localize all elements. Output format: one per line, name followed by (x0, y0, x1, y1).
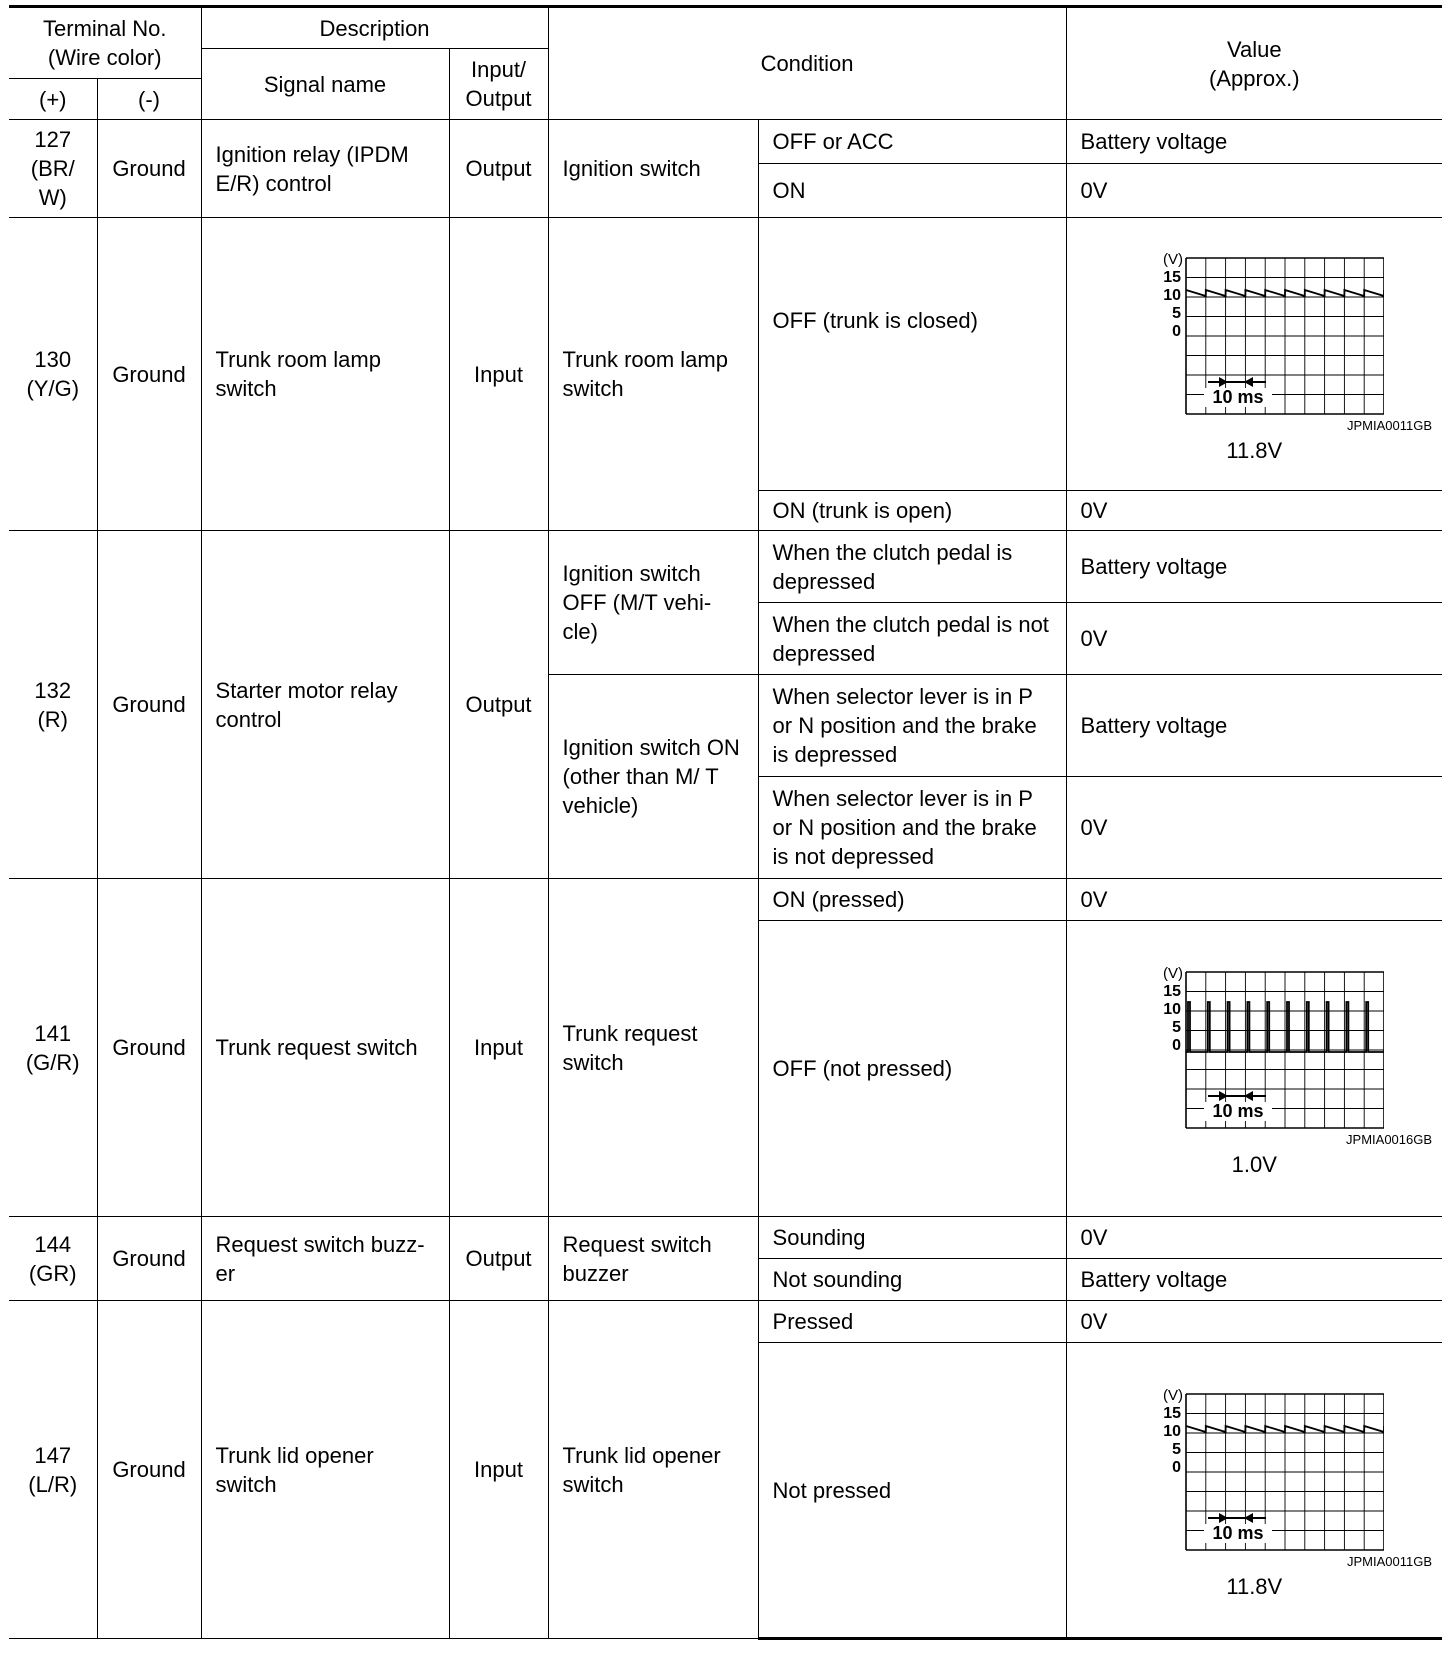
sub-condition-cell: ON (758, 164, 1066, 218)
sub-condition-cell: When the clutch pedal is not depressed (758, 603, 1066, 675)
io-cell: Output (449, 1217, 548, 1301)
signal-name-cell: Trunk request switch (201, 879, 449, 1217)
condition-cell: Trunk request switch (548, 879, 758, 1217)
description-header: Description (201, 7, 548, 49)
y-tick-label: 15 (1163, 1404, 1182, 1422)
wire-color: (BR/ (30, 156, 75, 181)
sub-condition-cell: Pressed (758, 1301, 1066, 1343)
timebase-label: 10 ms (1212, 1101, 1264, 1121)
y-tick-label: 5 (1172, 304, 1182, 322)
terminal-no-label: Terminal No. (43, 16, 167, 41)
value-cell: 0V (1066, 777, 1442, 879)
io-cell: Input (449, 218, 548, 531)
sub-condition-cell: Not pressed (758, 1343, 1066, 1639)
timebase-label: 10 ms (1212, 386, 1264, 407)
timebase-indicator (1204, 377, 1272, 407)
condition-cell: Ignition switch ON (other than M/ T vehicle) (548, 675, 758, 879)
value-cell: Battery voltage (1066, 531, 1442, 603)
terminal-cell (9, 1217, 97, 1301)
figure-code: JPMIA0016GB (1346, 1132, 1433, 1147)
waveform-trace (1186, 1426, 1384, 1432)
terminal-number: 130 (34, 347, 72, 372)
y-tick-label: 15 (1163, 268, 1182, 286)
timebase-label: 10 ms (1212, 1522, 1264, 1543)
terminal-number: 144 (34, 1231, 72, 1257)
sub-condition-cell: When selector lever is in P or N position and the brake is not depressed (758, 777, 1066, 879)
value-cell: 0V (1066, 1217, 1442, 1259)
wire-color: (Y/G) (26, 376, 80, 401)
waveform-value: 1.0V (1231, 1152, 1277, 1177)
terminal-number: 141 (34, 1020, 72, 1046)
sub-condition-cell: OFF (not pressed) (758, 921, 1066, 1217)
wire-color-cont: W) (38, 185, 67, 210)
value-cell-waveform (1066, 218, 1442, 491)
table-row (9, 1301, 1442, 1343)
sub-condition-cell: Sounding (758, 1217, 1066, 1259)
terminal-number: 147 (34, 1442, 72, 1468)
ground-cell: Ground (97, 879, 201, 1217)
sub-condition-cell: Not sounding (758, 1259, 1066, 1301)
unit-label: (V) (1163, 965, 1184, 982)
y-tick-label: 0 (1172, 1037, 1182, 1054)
table-row (9, 218, 1442, 491)
ground-cell: Ground (97, 531, 201, 879)
table-row (9, 120, 1442, 164)
timebase-indicator (1204, 1091, 1272, 1121)
value-cell-waveform (1066, 1343, 1442, 1639)
io-cell: Input (449, 1301, 548, 1639)
waveform-value: 11.8V (1226, 1573, 1283, 1599)
waveform-trace (1186, 290, 1384, 296)
waveform-chart (1124, 246, 1384, 416)
arrow-right-icon (1219, 377, 1228, 387)
value-cell-waveform (1066, 921, 1442, 1217)
input-output-header (449, 49, 548, 120)
condition-cell: Ignition switch (548, 120, 758, 218)
wire-color: (L/R) (28, 1471, 78, 1497)
y-tick-label: 5 (1172, 1440, 1182, 1458)
y-tick-label: 5 (1172, 1019, 1182, 1036)
signal-name-cell: Trunk lid opener switch (201, 1301, 449, 1639)
signal-name-cell: Request switch buzz- er (201, 1217, 449, 1301)
ground-cell: Ground (97, 1301, 201, 1639)
terminal-no-header (9, 7, 201, 79)
value-cell: 0V (1066, 491, 1442, 531)
value-cell: Battery voltage (1066, 120, 1442, 164)
terminal-number: 132 (34, 677, 72, 703)
signal-name-cell: Starter motor relay control (201, 531, 449, 879)
approx-label: (Approx.) (1209, 65, 1300, 91)
value-cell: 0V (1066, 1301, 1442, 1343)
y-tick-label: 0 (1172, 1458, 1182, 1476)
table-row (9, 1217, 1442, 1259)
wire-color: (R) (37, 706, 69, 732)
figure-code: JPMIA0011GB (1347, 1553, 1433, 1569)
condition-header: Condition (548, 7, 1066, 120)
plus-header: (+) (9, 79, 97, 120)
sub-condition-cell: ON (trunk is open) (758, 491, 1066, 531)
arrow-right-icon (1219, 1091, 1228, 1101)
wire-color-label: (Wire color) (47, 45, 162, 70)
value-label: Value (1226, 36, 1282, 62)
value-cell: 0V (1066, 879, 1442, 921)
io-cell: Output (449, 531, 548, 879)
unit-label: (V) (1163, 1386, 1184, 1404)
input-label: Input/ (471, 57, 527, 82)
wire-color: (G/R) (25, 1049, 80, 1075)
signal-name-cell: Trunk room lamp switch (201, 218, 449, 531)
waveform-value: 11.8V (1226, 437, 1283, 463)
timebase-indicator (1204, 1513, 1272, 1543)
sub-condition-cell: When the clutch pedal is depressed (758, 531, 1066, 603)
terminal-cell (9, 218, 97, 531)
terminal-number: 127 (34, 127, 72, 152)
wire-color: (GR) (28, 1260, 77, 1286)
condition-cell: Trunk room lamp switch (548, 218, 758, 531)
value-cell: 0V (1066, 164, 1442, 218)
waveform-figure (1077, 246, 1433, 434)
y-tick-label: 10 (1163, 1422, 1182, 1440)
condition-cell: Request switch buzzer (548, 1217, 758, 1301)
sub-condition-cell: OFF or ACC (758, 120, 1066, 164)
terminal-cell (9, 879, 97, 1217)
io-cell: Output (449, 120, 548, 218)
terminal-cell (9, 1301, 97, 1639)
sub-condition-cell: OFF (trunk is closed) (758, 218, 1066, 491)
y-tick-label: 10 (1163, 1001, 1182, 1018)
condition-cell: Ignition switch OFF (M/T vehi- cle) (548, 531, 758, 675)
value-header (1066, 7, 1442, 120)
waveform-chart (1124, 960, 1384, 1130)
signal-name-cell: Ignition relay (IPDM E/R) control (201, 120, 449, 218)
sub-condition-cell: When selector lever is in P or N position and the brake is depressed (758, 675, 1066, 777)
io-cell: Input (449, 879, 548, 1217)
ground-cell: Ground (97, 218, 201, 531)
terminal-spec-table (9, 5, 1442, 1640)
sub-condition-cell: ON (pressed) (758, 879, 1066, 921)
unit-label: (V) (1163, 250, 1184, 268)
value-cell: Battery voltage (1066, 1259, 1442, 1301)
y-tick-label: 10 (1163, 286, 1182, 304)
table-row (9, 531, 1442, 603)
arrow-right-icon (1219, 1513, 1228, 1523)
header-row-1 (9, 7, 1442, 49)
table-row (9, 879, 1442, 921)
y-tick-label: 0 (1172, 322, 1182, 340)
figure-code: JPMIA0011GB (1347, 417, 1433, 433)
waveform-chart (1124, 1382, 1384, 1552)
waveform-figure (1077, 960, 1433, 1148)
value-cell: 0V (1066, 603, 1442, 675)
ground-cell: Ground (97, 1217, 201, 1301)
output-label: Output (465, 86, 532, 111)
minus-header: (-) (97, 79, 201, 120)
value-cell: Battery voltage (1066, 675, 1442, 777)
y-tick-label: 15 (1163, 983, 1182, 1000)
terminal-cell (9, 531, 97, 879)
condition-cell: Trunk lid opener switch (548, 1301, 758, 1639)
signal-name-header: Signal name (201, 49, 449, 120)
terminal-cell (9, 120, 97, 218)
ground-cell: Ground (97, 120, 201, 218)
waveform-figure (1077, 1382, 1433, 1570)
